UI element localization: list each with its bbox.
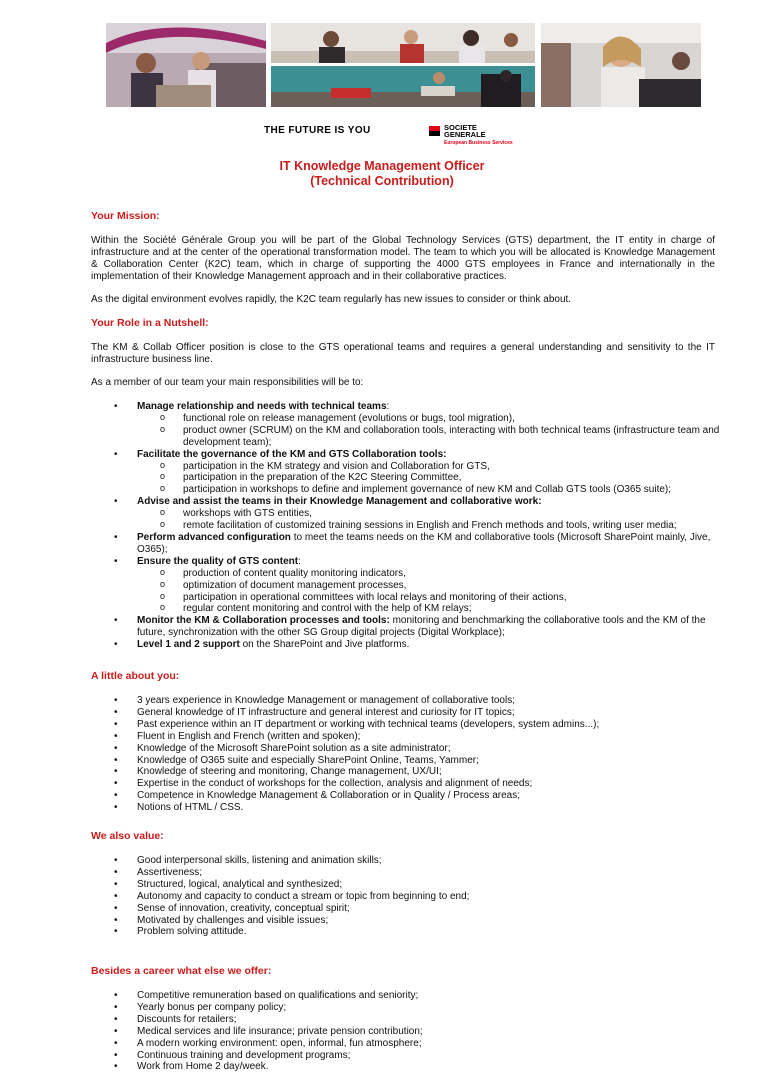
responsibility-detail: monitoring and benchmarking the collaborative tools and the KM of the future, synchronization with the other SG Group digital projects (Digital Workplace); [137, 615, 706, 639]
sub-list-item: o remote facilitation of customized training sessions in English and French methods and tools, writing user media; [137, 520, 721, 532]
team-collaboration-photo-icon [271, 23, 535, 63]
mission-heading: Your Mission: [91, 210, 160, 222]
open-space-photo-icon [271, 66, 535, 107]
list-item: • Discounts for retailers; [91, 1014, 721, 1026]
sub-list-item: o participation in the preparation of the K2C Steering Committee, [137, 472, 721, 484]
list-item [91, 615, 721, 639]
sub-list-item: o product owner (SCRUM) on the KM and collaboration tools, interacting with both technical teams (infrastructure team and development team); [137, 425, 721, 449]
list-item: • General knowledge of IT infrastructure and general interest and curiosity for IT topics; [91, 707, 721, 719]
list-item [91, 496, 721, 532]
sub-list-item: o regular content monitoring and control with the help of KM relays; [137, 603, 721, 615]
list-item: • Assertiveness; [91, 867, 721, 879]
about-list [91, 695, 721, 814]
logo-subline: European Business Services [444, 140, 513, 146]
role-heading: Your Role in a Nutshell: [91, 317, 209, 329]
list-item: • 3 years experience in Knowledge Management or management of collaborative tools; [91, 695, 721, 707]
responsibilities-list [91, 401, 721, 651]
responsibility-title: Advise and assist the teams in their Knowledge Management and collaborative work: [137, 496, 542, 508]
responsibility-title: Level 1 and 2 support [137, 639, 240, 651]
list-item: • Yearly bonus per company policy; [91, 1002, 721, 1014]
office-meeting-photo-icon [106, 23, 266, 107]
sub-list [137, 461, 721, 497]
sub-list-item: o participation in workshops to define and implement governance of new KM and Collab GTS tools (O365 suite); [137, 484, 721, 496]
mission-paragraph-2: As the digital environment evolves rapidly, the K2C team regularly has new issues to consider or think about. [91, 294, 572, 305]
list-item: • A modern working environment: open, informal, fun atmosphere; [91, 1038, 721, 1050]
value-list [91, 855, 721, 938]
list-item: • Sense of innovation, creativity, conceptual spirit; [91, 903, 721, 915]
list-item: • Good interpersonal skills, listening and animation skills; [91, 855, 721, 867]
sub-list-item: o workshops with GTS entities, [137, 508, 721, 520]
laptop-work-photo-icon [541, 23, 701, 107]
list-item: • Continuous training and development programs; [91, 1050, 721, 1062]
responsibility-detail: on the SharePoint and Jive platforms. [239, 639, 410, 651]
list-item [91, 532, 721, 556]
list-item: • Structured, logical, analytical and synthesized; [91, 879, 721, 891]
list-item: • Motivated by challenges and visible issues; [91, 915, 721, 927]
list-item: • Competence in Knowledge Management & Collaboration or in Quality / Process areas; [91, 790, 721, 802]
value-heading: We also value: [91, 830, 164, 842]
list-item: • Medical services and life insurance; private pension contribution; [91, 1026, 721, 1038]
role-intro: As a member of our team your main responsibilities will be to: [91, 377, 364, 388]
sub-list-item: o optimization of document management processes, [137, 580, 721, 592]
list-item [91, 639, 721, 651]
about-heading: A little about you: [91, 670, 180, 682]
list-item [91, 449, 721, 497]
logo-brand: SOCIETE GENERALE [444, 123, 486, 139]
responsibility-detail: : [386, 401, 390, 412]
list-item: • Competitive remuneration based on qualifications and seniority; [91, 990, 721, 1002]
responsibility-title: Manage relationship and needs with technical teams [137, 401, 387, 412]
list-item [91, 556, 721, 616]
societe-generale-logo-icon [429, 126, 440, 136]
offer-heading: Besides a career what else we offer: [91, 965, 272, 977]
list-item: • Knowledge of O365 suite and especially SharePoint Online, Teams, Yammer; [91, 755, 721, 767]
list-item: • Past experience within an IT department or working with technical teams (developers, system admins...); [91, 719, 721, 731]
list-item: • Knowledge of steering and monitoring, Change management, UX/UI; [91, 766, 721, 778]
sub-list-item: o production of content quality monitoring indicators, [137, 568, 721, 580]
sub-list-item: o functional role on release management (evolutions or bugs, tool migration), [137, 413, 721, 425]
sub-list [137, 568, 721, 616]
sub-list [137, 508, 721, 532]
company-logo [264, 124, 554, 150]
offer-list [91, 990, 721, 1073]
page-title: IT Knowledge Management Officer [279, 159, 485, 173]
list-item: • Notions of HTML / CSS. [91, 802, 721, 814]
list-item [91, 401, 721, 449]
list-item: • Expertise in the conduct of workshops for the collection, analysis and alignment of needs; [91, 778, 721, 790]
logo-tagline: THE FUTURE IS YOU [264, 125, 371, 136]
list-item: • Knowledge of the Microsoft SharePoint solution as a site administrator; [91, 743, 721, 755]
list-item: • Autonomy and capacity to conduct a stream or topic from beginning to end; [91, 891, 721, 903]
list-item: • Work from Home 2 day/week. [91, 1061, 721, 1073]
list-item: • Fluent in English and French (written and spoken); [91, 731, 721, 743]
mission-paragraph: Within the Société Générale Group you will be part of the Global Technology Services (GTS) department, the IT entity in charge of infrastructure and at the center of the operational transformation model. The team to which you will be allocated is Knowledge Management & Collaboration Center (K2C) team, which in charge of supporting the 4000 GTS employees in France and internationally in the implementation of their Knowledge Management approach and in their collaborative practices. [91, 235, 715, 282]
responsibility-title: Ensure the quality of GTS content [137, 555, 299, 567]
sub-list-item: o participation in operational committees with local relays and monitoring of their actions, [137, 592, 721, 604]
responsibility-title: Perform advanced configuration [137, 531, 291, 543]
role-paragraph: The KM & Collab Officer position is close to the GTS operational teams and requires a general understanding and sensitivity to the IT infrastructure business line. [91, 342, 715, 365]
responsibility-detail: to meet the teams needs on the KM and collaborative tools (Microsoft SharePoint mainly, Jive, O365); [137, 531, 711, 555]
list-item: • Problem solving attitude. [91, 926, 721, 938]
responsibility-title: Monitor the KM & Collaboration processes and tools: [137, 615, 390, 627]
sub-list-item: o participation in the KM strategy and vision and Collaboration for GTS, [137, 461, 721, 473]
responsibility-title: Facilitate the governance of the KM and GTS Collaboration tools: [137, 448, 447, 460]
responsibility-detail: : [298, 555, 301, 567]
sub-list [137, 413, 721, 449]
page-subtitle: (Technical Contribution) [310, 174, 454, 188]
